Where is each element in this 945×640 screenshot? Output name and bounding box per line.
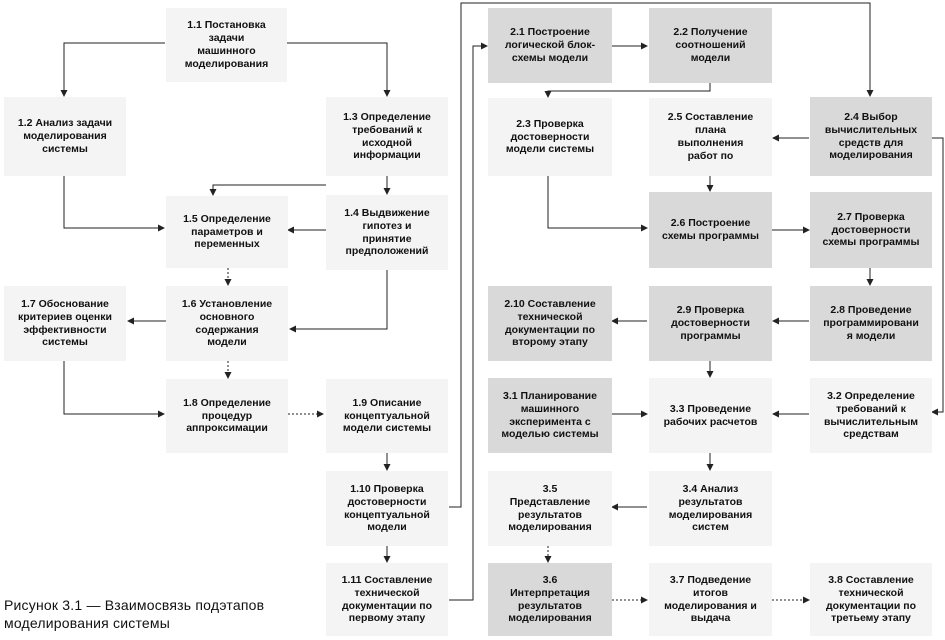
stage-2-7-box: 2.7 Проверка достоверности схемы программы bbox=[810, 192, 932, 268]
stage-1-9-box: 1.9 Описание концептуальной модели системы bbox=[326, 379, 448, 453]
arrow-2-4-to-3-2 bbox=[932, 138, 943, 412]
stage-3-2-box: 3.2 Определение требований к вычислительным средствам bbox=[810, 378, 932, 453]
stage-1-6-box: 1.6 Установление основного содержания модели bbox=[166, 286, 288, 361]
arrow-1-3-to-1-5 bbox=[213, 185, 326, 195]
arrow-1-2-to-1-5 bbox=[64, 176, 164, 228]
stage-1-11-box: 1.11 Составление технической документации по первому этапу bbox=[326, 563, 448, 636]
arrow-2-3-to-2-6 bbox=[548, 176, 647, 228]
stage-1-5-box: 1.5 Определение параметров и переменных bbox=[166, 196, 288, 268]
stage-3-5-box: 3.5 Представление результатов моделирования bbox=[488, 471, 612, 546]
stage-2-10-box: 2.10 Составление технической документации по второму этапу bbox=[488, 286, 612, 361]
stage-2-1-box: 2.1 Построение логической блок- схемы модели bbox=[488, 8, 612, 83]
arrow-1-7-to-1-8 bbox=[64, 361, 164, 414]
stage-1-10-box: 1.10 Проверка достоверности концептуальной модели bbox=[326, 471, 448, 546]
stage-1-4-box: 1.4 Выдвижение гипотез и принятие предположений bbox=[326, 195, 448, 270]
arrow-1-11-to-3-1 bbox=[449, 46, 487, 600]
stage-1-2-box: 1.2 Анализ задачи моделирования системы bbox=[4, 97, 126, 176]
stage-3-1-box: 3.1 Планирование машинного эксперимента с моделью системы bbox=[488, 378, 612, 453]
stage-1-8-box: 1.8 Определение процедур аппроксимации bbox=[166, 379, 288, 453]
stage-3-3-box: 3.3 Проведение рабочих расчетов bbox=[649, 378, 772, 453]
stage-3-6-box: 3.6 Интерпретация результатов моделирования bbox=[488, 563, 612, 636]
stage-2-8-box: 2.8 Проведение программировани я модели bbox=[810, 286, 932, 361]
stage-2-5-box: 2.5 Составление плана выполнения работ по bbox=[649, 98, 772, 176]
arrow-2-2-to-2-3 bbox=[548, 83, 710, 97]
stage-2-2-box: 2.2 Получение соотношений модели bbox=[649, 8, 772, 83]
stage-2-6-box: 2.6 Построение схемы программы bbox=[649, 192, 772, 268]
stage-3-4-box: 3.4 Анализ результатов моделирования систем bbox=[649, 471, 772, 546]
stage-2-3-box: 2.3 Проверка достоверности модели системы bbox=[488, 98, 612, 176]
arrow-1-1-to-1-3 bbox=[287, 43, 387, 96]
arrow-1-4-to-1-6 bbox=[290, 270, 387, 329]
figure-caption: Рисунок 3.1 — Взаимосвязь подэтапов моделирования системы bbox=[4, 597, 265, 631]
stage-1-1-box: 1.1 Постановка задачи машинного моделирования bbox=[166, 8, 287, 82]
arrow-1-1-to-1-2 bbox=[64, 43, 165, 96]
stage-1-7-box: 1.7 Обоснование критериев оценки эффективности системы bbox=[4, 286, 126, 361]
stage-1-3-box: 1.3 Определение требований к исходной информации bbox=[326, 97, 448, 176]
stage-2-9-box: 2.9 Проверка достоверности программы bbox=[649, 286, 772, 361]
stage-2-4-box: 2.4 Выбор вычислительных средств для моделирования bbox=[810, 97, 932, 176]
stage-3-8-box: 3.8 Составление технической документации по третьему этапу bbox=[810, 563, 932, 636]
stage-3-7-box: 3.7 Подведение итогов моделирования и выдача bbox=[649, 563, 772, 636]
